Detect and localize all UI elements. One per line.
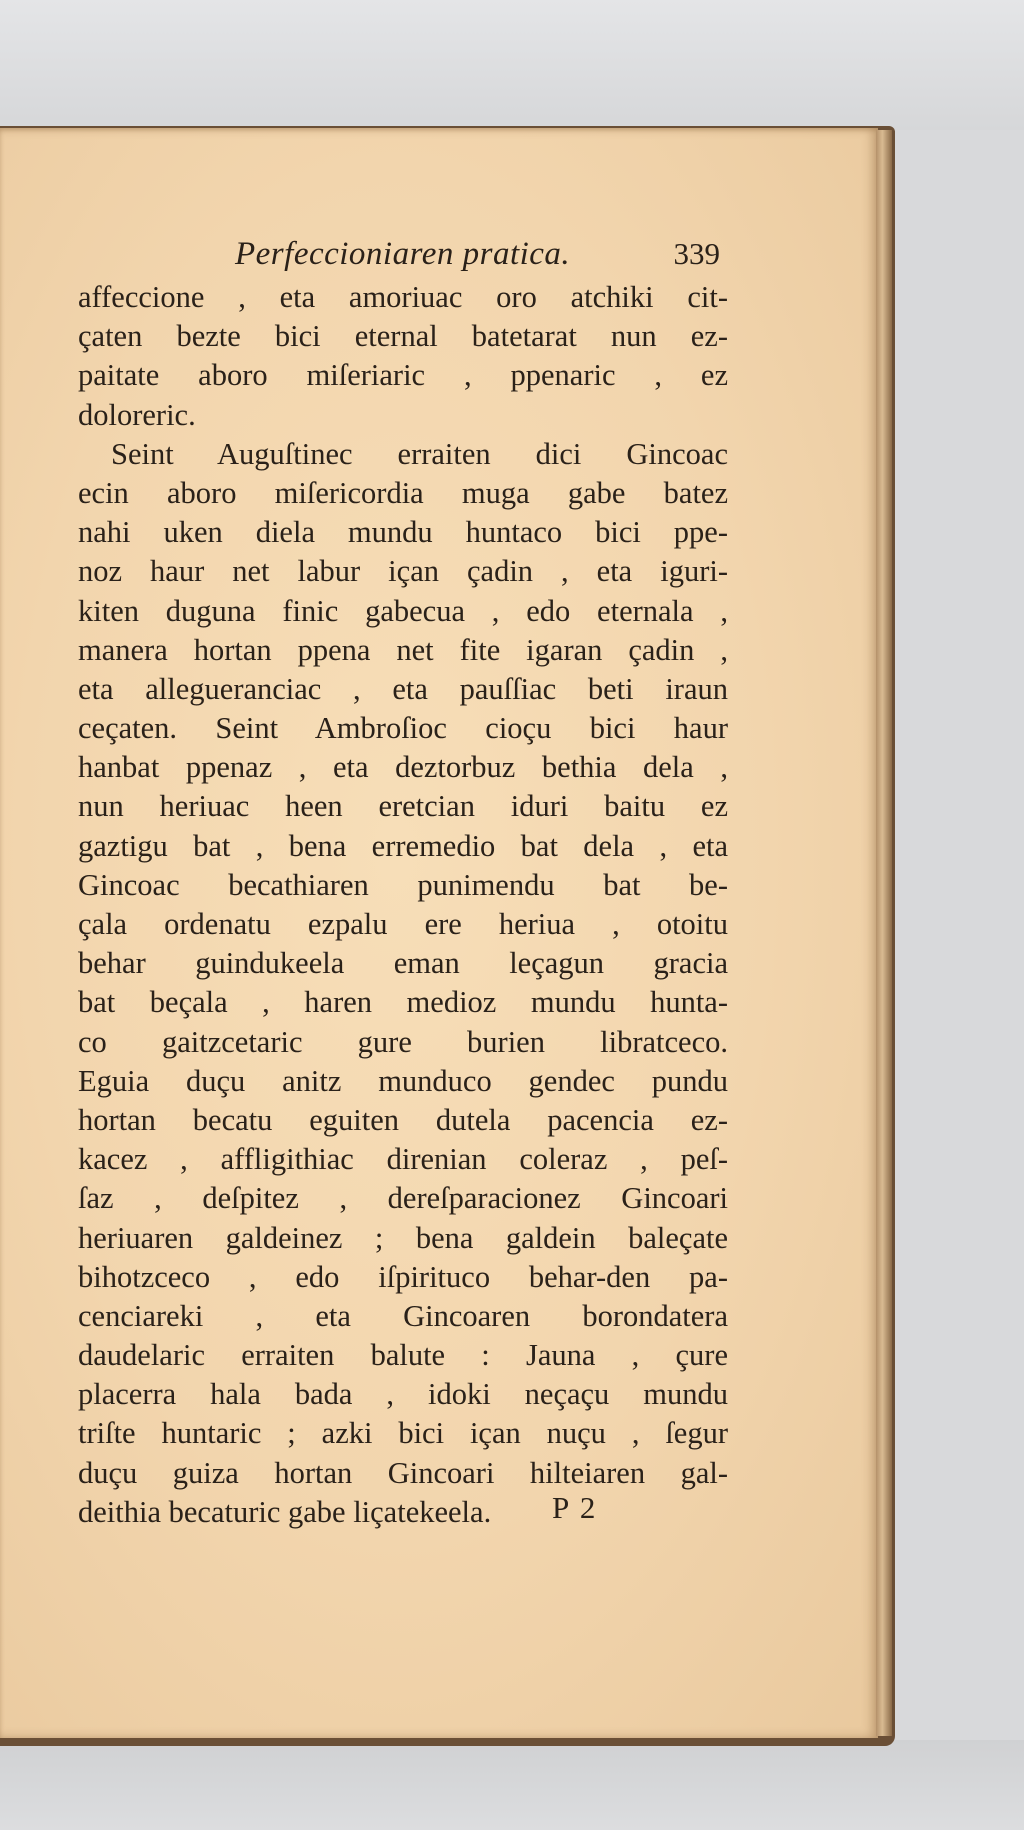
text-line: manera hortan ppena net fite igaran çadin , — [78, 632, 728, 667]
text-line: placerra hala bada , idoki neçaçu mundu — [78, 1377, 728, 1412]
background-bottom — [0, 1740, 1024, 1830]
text-line: çala ordenatu ezpalu ere heriua , otoitu — [78, 907, 728, 941]
running-head: Perfeccioniaren pratica. — [235, 236, 571, 272]
text-line: deithia becaturic gabe liçatekeela. — [78, 1494, 492, 1529]
text-line: paitate aboro miſeriaric , ppenaric , ez — [78, 358, 728, 393]
text-line: ceçaten. Seint Ambroſioc cioçu bici haur — [78, 711, 728, 746]
page-fore-edge — [876, 130, 892, 1736]
text-line: Gincoac becathiaren punimendu bat be- — [78, 867, 728, 902]
text-line: heriuaren galdeinez ; bena galdein baleçate — [78, 1220, 728, 1255]
page-header — [80, 232, 728, 278]
text-line: noz haur net labur içan çadin , eta iguri- — [78, 554, 728, 589]
text-line: ſaz , deſpitez , dereſparacionez Gincoari — [78, 1181, 728, 1216]
text-line: nun heriuac heen eretcian iduri baitu ez — [78, 789, 728, 824]
text-line: triſte huntaric ; azki bici içan nuçu , ſegur — [78, 1416, 728, 1451]
text-lines — [78, 278, 728, 1532]
text-line: Eguia duçu anitz munduco gendec pundu — [78, 1063, 728, 1098]
text-line: kacez , affligithiac direnian coleraz , peſ- — [78, 1142, 728, 1177]
text-line: duçu guiza hortan Gincoari hilteiaren gal- — [78, 1455, 728, 1490]
text-line: Seint Auguſtinec erraiten dici Gincoac — [111, 436, 728, 471]
text-line: kiten duguna finic gabecua , edo eternala , — [78, 593, 728, 628]
text-line: daudelaric erraiten balute : Jauna , çure — [78, 1338, 728, 1373]
text-line: hortan becatu eguiten dutela pacencia ez- — [78, 1102, 728, 1137]
text-line: ecin aboro miſericordia muga gabe batez — [78, 475, 728, 510]
signature-mark: P 2 — [552, 1490, 598, 1525]
text-line: nahi uken diela mundu huntaco bici ppe- — [78, 515, 728, 550]
text-line: bihotzceco , edo iſpirituco behar-den pa- — [78, 1259, 728, 1294]
text-line: doloreric. — [78, 397, 196, 432]
text-line: co gaitzcetaric gure burien libratceco. — [78, 1024, 728, 1059]
text-line: eta alleguеranciac , eta pauſſiac beti iraun — [78, 671, 728, 706]
text-line: affeccione , eta amoriuac oro atchiki cit- — [78, 280, 728, 314]
page-number: 339 — [673, 236, 720, 271]
background-top — [0, 0, 1024, 130]
text-line: çaten bezte bici eternal batetarat nun ez- — [78, 319, 728, 354]
page-text — [78, 232, 728, 1532]
text-line: gaztigu bat , bena erremedio bat dela , eta — [78, 828, 728, 863]
text-line: behar guindukeela eman leçagun gracia — [78, 946, 728, 981]
text-line: bat beçala , haren medioz mundu hunta- — [78, 985, 728, 1020]
text-line: hanbat ppenaz , eta deztorbuz bethia dela , — [78, 750, 728, 785]
text-line: cenciareki , eta Gincoaren borondatera — [78, 1298, 728, 1333]
